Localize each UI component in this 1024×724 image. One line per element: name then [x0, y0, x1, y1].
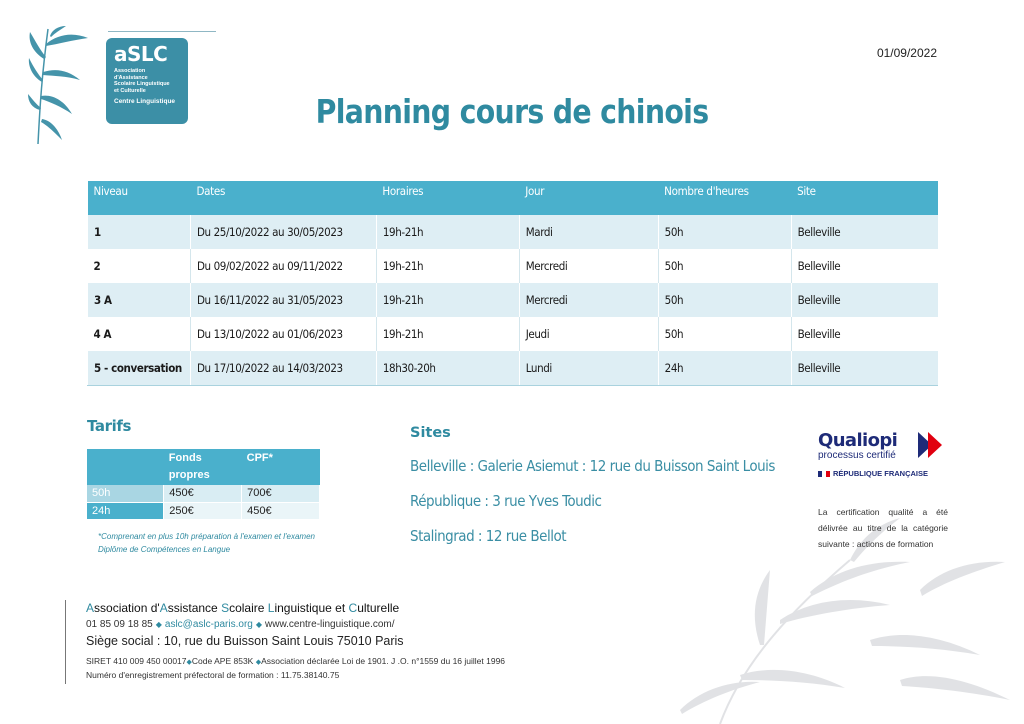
tarifs-header-row	[87, 449, 320, 485]
site-cell: Belleville	[791, 351, 938, 385]
hours-cell: 18h30-20h	[376, 351, 519, 385]
price-cell: 450€	[242, 502, 320, 519]
table-row	[87, 485, 320, 502]
qualiopi-arrows-icon	[918, 430, 948, 460]
dates-cell: Du 17/10/2022 au 14/03/2023	[190, 351, 376, 385]
price-cell: 700€	[242, 485, 320, 502]
level-cell: 2	[88, 249, 191, 283]
hours-cell: 24h	[87, 502, 164, 519]
phone-number: 01 85 09 18 85	[86, 619, 153, 630]
column-header: Site	[791, 181, 938, 215]
column-header: Fonds propres	[164, 449, 242, 485]
level-cell: 4 A	[88, 317, 191, 351]
site-cell: Belleville	[791, 215, 938, 249]
column-header	[87, 449, 164, 485]
day-cell: Mardi	[519, 215, 658, 249]
contact-line	[86, 619, 395, 630]
legal-info	[86, 655, 505, 682]
dates-cell: Du 16/11/2022 au 31/05/2023	[190, 283, 376, 317]
column-header: Niveau	[88, 181, 191, 215]
tarifs-title: Tarifs	[87, 417, 132, 435]
diamond-icon: ◆	[186, 659, 192, 666]
organization-name: Association d'Assistance Scolaire Linguistique et Culturelle	[86, 601, 400, 615]
duration-cell: 50h	[658, 283, 791, 317]
email-link[interactable]: aslc@aslc-paris.org	[164, 619, 253, 630]
site-item: Belleville : Galerie Asiemut : 12 rue du Buisson Saint Louis	[410, 457, 775, 475]
qualiopi-subtitle: processus certifié	[818, 450, 896, 461]
diamond-icon: ◆	[255, 659, 262, 666]
site-cell: Belleville	[791, 249, 938, 283]
tarifs-note: *Comprenant en plus 10h préparation à l'examen et l'examen Diplôme de Compétences en Langue	[98, 532, 315, 554]
level-cell: 5 - conversation	[88, 351, 191, 385]
logo-subtitle: Association d'Assistance Scolaire Linguistique et Culturelle	[114, 68, 170, 94]
day-cell: Mercredi	[519, 283, 658, 317]
day-cell: Jeudi	[519, 317, 658, 351]
price-cell: 450€	[164, 485, 242, 502]
qualiopi-logo	[818, 430, 928, 478]
table-row	[88, 351, 939, 385]
diamond-icon: ◆	[155, 620, 162, 629]
schedule-table	[87, 181, 938, 386]
table-row	[88, 317, 939, 351]
table-row	[88, 283, 939, 317]
dates-cell: Du 13/10/2022 au 01/06/2023	[190, 317, 376, 351]
site-item: Stalingrad : 12 rue Bellot	[410, 527, 566, 545]
dates-cell: Du 09/02/2022 au 09/11/2022	[190, 249, 376, 283]
duration-cell: 24h	[658, 351, 791, 385]
tarifs-table	[87, 449, 320, 520]
header-rule	[108, 31, 216, 32]
hours-cell: 19h-21h	[376, 249, 519, 283]
hours-cell: 50h	[87, 485, 164, 502]
french-flag-icon	[818, 471, 830, 477]
diamond-icon: ◆	[255, 620, 263, 629]
site-cell: Belleville	[791, 283, 938, 317]
logo-foot: Centre Linguistique	[114, 98, 176, 105]
table-row	[88, 215, 939, 249]
price-cell: 250€	[164, 502, 242, 519]
site-item: République : 3 rue Yves Toudic	[410, 492, 602, 510]
hours-cell: 19h-21h	[376, 215, 519, 249]
site-cell: Belleville	[791, 317, 938, 351]
column-header: Nombre d'heures	[658, 181, 791, 215]
level-cell: 3 A	[88, 283, 191, 317]
qualiopi-name: Qualiopi	[818, 430, 898, 451]
duration-cell: 50h	[658, 249, 791, 283]
page-title: Planning cours de chinois	[315, 92, 709, 131]
republique-francaise: RÉPUBLIQUE FRANÇAISE	[818, 469, 928, 478]
column-header: Dates	[190, 181, 376, 215]
schedule-header-row	[88, 181, 939, 215]
duration-cell: 50h	[658, 317, 791, 351]
legal-line-1: SIRET 410 009 450 00017◆Code APE 853K ◆Association déclarée Loi de 1901. J .O. n°1559 du 16 juillet 1996	[86, 656, 506, 666]
dates-cell: Du 25/10/2022 au 30/05/2023	[190, 215, 376, 249]
hours-cell: 19h-21h	[376, 283, 519, 317]
footer-rule	[65, 600, 66, 684]
website-link[interactable]: www.centre-linguistique.com/	[265, 619, 395, 630]
duration-cell: 50h	[658, 215, 791, 249]
table-row	[87, 502, 320, 519]
day-cell: Lundi	[519, 351, 658, 385]
column-header: CPF*	[242, 449, 320, 485]
table-row	[88, 249, 939, 283]
logo-mark: aSLC	[114, 42, 168, 66]
level-cell: 1	[88, 215, 191, 249]
column-header: Horaires	[376, 181, 519, 215]
column-header: Jour	[519, 181, 658, 215]
sites-title: Sites	[410, 425, 451, 441]
legal-line-2: Numéro d'enregistrement préfectoral de formation : 11.75.38140.75	[86, 670, 340, 680]
head-office-address: Siège social : 10, rue du Buisson Saint Louis 75010 Paris	[86, 634, 404, 648]
hours-cell: 19h-21h	[376, 317, 519, 351]
day-cell: Mercredi	[519, 249, 658, 283]
certification-text: La certification qualité a été délivrée au titre de la catégorie suivante : actions de formation	[818, 507, 948, 549]
document-date: 01/09/2022	[876, 46, 937, 60]
